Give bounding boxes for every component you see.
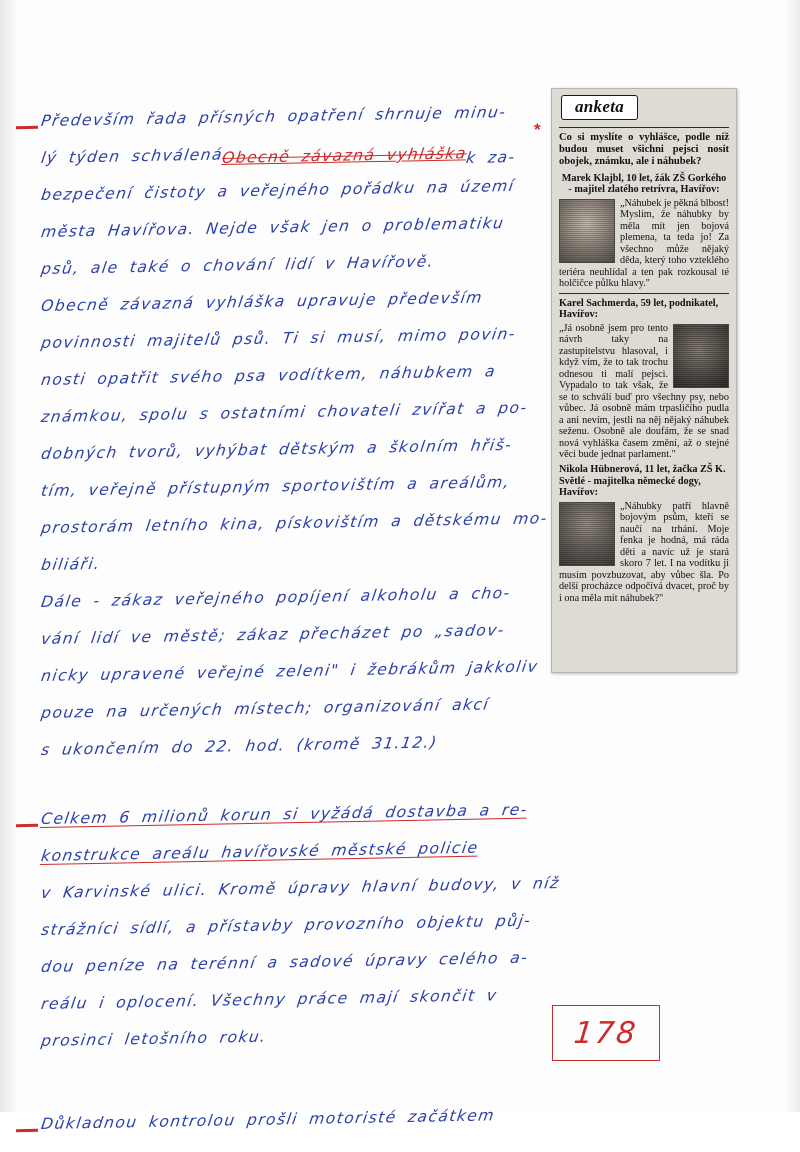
handwritten-emphasis: Obecně závazná vyhláška [221,144,469,167]
portrait-photo [559,199,615,263]
portrait-photo [673,324,729,388]
survey-question: Co si myslíte o vyhlášce, podle níž budou muset všichni pejsci nosit obojek, známku, ale i náhubek? [559,132,729,168]
handwritten-text: Důkladnou kontrolou prošli motoristé začátkem [40,1106,497,1133]
handwritten-line [40,509,550,556]
handwritten-text: reálu i oplocení. Všechny práce mají skončit v [40,986,499,1013]
red-dash-marker [16,1129,38,1132]
handwritten-text: biliáři. [40,554,102,574]
respondent-quote: „Já osobně jsem pro tento návrh taky na zastupitelstvu hlasoval, i když vím, že to tak trochu odnesou ti malí pejsci. Vypadalo to tak však, že se to schválí buď pro všechny psy, nebo vůbec. Já osobně mám trpasličího pudla a ani nevím, jestli na něj nějaký náhubek seženu. Osobně ale doufám, že se snad nová vyhláška časem změní, až o stejné věci bude jednat parlament." [559,322,729,461]
handwritten-text: lý týden schválená [40,145,225,167]
handwritten-line [40,733,540,778]
handwritten-notes [40,103,561,1152]
handwritten-line [40,1027,540,1069]
red-dash-marker [16,824,38,827]
newspaper-clipping [551,88,737,673]
asterisk-marker: * [534,120,541,139]
handwritten-text: prosinci letošního roku. [40,1027,268,1050]
respondent-name: Marek Klajbl, 10 let, žák ZŠ Gorkého - majitel zlatého retrívra, Havířov: [561,172,727,196]
handwritten-text: Celkem 6 milionů korun si vyžádá dostavba a re- [40,800,530,828]
handwritten-text: Dále - zákaz veřejného popíjení alkoholu a cho- [40,584,512,611]
handwritten-text: s ukončením do 22. hod. (kromě 31.12.) [40,733,439,759]
handwritten-text: města Havířova. Nejde však jen o problematiku [40,214,506,241]
handwritten-text: povinnosti majitelů psů. Ti si musí, mimo povin- [40,324,518,352]
paragraph-gap [40,1069,540,1101]
handwritten-text: Především řada přísných opatření shrnuje minu- [40,103,508,130]
handwritten-text: bezpečení čistoty a veřejného pořádku na území [40,176,516,204]
handwritten-text: k za- [465,148,517,167]
respondent-name: Karel Sachmerda, 59 let, podnikatel, Havířov: [559,297,719,321]
survey-entry [559,298,729,461]
handwritten-text: Obecně závazná vyhláška upravuje především [40,288,485,315]
portrait-photo [559,502,615,566]
anketa-badge-label: anketa [575,97,625,116]
handwritten-text: strážníci sídlí, a přístavby provozního objektu půj- [40,911,533,939]
page-number: 178 [572,1015,640,1051]
handwritten-text: známkou, spolu s ostatními chovateli zvířat a po- [40,398,529,426]
red-dash-marker [16,126,38,129]
respondent-name: Nikola Hübnerová, 11 let, žačka ZŠ K. Světlé - majitelka německé dogy, Havířov: [559,463,726,499]
survey-entry [559,173,729,290]
page-number-box [552,1005,660,1061]
divider [559,127,729,128]
handwritten-text: nosti opatřit svého psa vodítkem, náhubkem a [40,362,498,389]
handwritten-text: psů, ale také o chování lidí v Havířově. [40,252,436,278]
respondent-quote: „Náhubek je pěkná blbost! Myslím, že náhubky by měla mít jen bojová plemena, ta teda jo! Za všechno může nějaký děda, který toho vzteklého teriéra neuhlídal a ten pak rozkousal té holčičce půlku hlavy." [559,197,729,290]
handwritten-text: tím, veřejně přístupným sportovištím a areálům, [40,473,512,500]
handwritten-text: konstrukce areálu havířovské městské policie [40,838,480,865]
survey-entry [559,464,729,604]
divider [559,293,729,294]
handwritten-text: dobných tvorů, vyhýbat dětským a školním hřiš- [40,435,514,463]
handwritten-line [40,1106,540,1152]
anketa-badge [561,95,638,120]
handwritten-text: pouze na určených místech; organizování akcí [40,695,491,722]
handwritten-text: prostorám letního kina, pískovištím a dětskému mo- [40,509,550,537]
handwritten-text: nicky upravené veřejné zeleni" i žebrákům jakkoliv [40,657,540,685]
handwritten-text: dou peníze na terénní a sadové úpravy celého a- [40,948,530,976]
handwritten-line [40,986,540,1032]
respondent-quote: „Náhubky patří hlavně bojovým psům, kteří se naučí na trhání. Moje fenka je hodná, má ráda děti a navíc už je stará skoro 7 let. I na vodítku ji musím povzbuzovat, aby vůbec šla. Po delší procházce odpočívá dvacet, proč by i ona měla mít náhubek?" [559,500,729,604]
handwritten-text: v Karvinské ulici. Kromě úpravy hlavní budovy, v níž [40,874,561,902]
handwritten-text: vání lidí ve městě; zákaz přecházet po „sadov- [40,621,507,648]
